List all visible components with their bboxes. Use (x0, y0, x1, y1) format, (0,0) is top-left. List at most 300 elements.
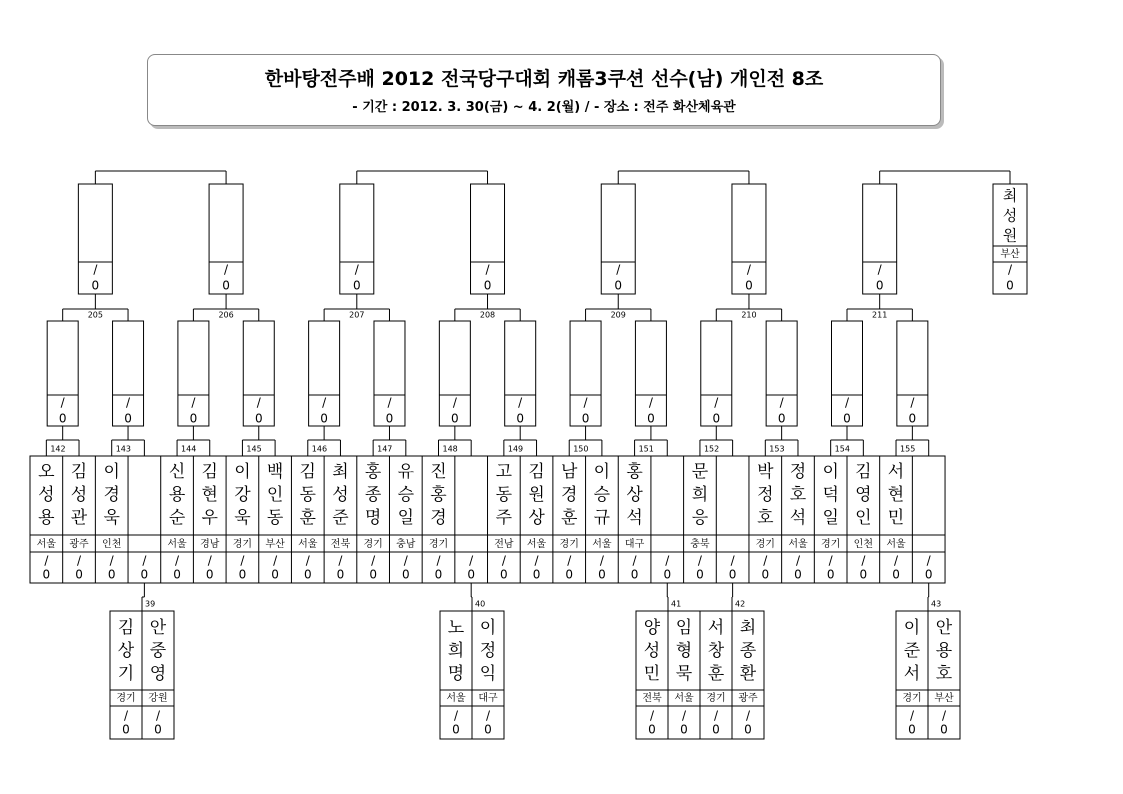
main-player-score-slash: / (795, 553, 801, 568)
match-number: 209 (610, 310, 626, 320)
match-number: 142 (50, 444, 66, 454)
main-player-region: 광주 (69, 539, 89, 550)
qualifier-player-score-slash: / (155, 708, 161, 723)
qualifier-player-region: 경기 (902, 693, 922, 704)
main-player-name-char: 욱 (234, 508, 251, 528)
main-player-score-value: 0 (238, 567, 247, 582)
match-number: 41 (671, 599, 682, 609)
main-player-score-slash: / (403, 553, 408, 568)
main-player-region: 서울 (36, 539, 57, 550)
main-player-region: 경기 (363, 539, 383, 550)
main-player-score-slash: / (599, 553, 604, 568)
qualifier-player-score-value: 0 (940, 722, 948, 737)
main-player-score-value: 0 (271, 567, 279, 582)
match-box (439, 321, 470, 426)
main-player-name-char: 성 (38, 485, 55, 505)
match-number: 154 (834, 444, 850, 454)
main-player-region: 충남 (396, 539, 416, 550)
match-box-score-value: 0 (254, 411, 263, 426)
main-player-name-char: 순 (168, 508, 186, 528)
match-box-score-value: 0 (843, 411, 851, 426)
main-player-region: 서울 (788, 539, 808, 550)
main-player-score-slash: / (142, 553, 147, 568)
main-player-name-char: 규 (593, 508, 611, 528)
match-box-score-value: 0 (777, 411, 786, 426)
match-box-score-slash: / (583, 395, 588, 410)
match-box (471, 184, 505, 294)
match-box-score-slash: / (844, 395, 850, 410)
qualifier-player-name-char: 명 (447, 664, 465, 684)
main-player-score-slash: / (175, 553, 180, 568)
match-number: 210 (741, 310, 757, 320)
match-box-score-slash: / (746, 262, 751, 277)
main-player-region: 경남 (200, 539, 220, 550)
qualifier-player-name-char: 준 (903, 641, 921, 661)
qualifier-player-score-value: 0 (744, 722, 752, 737)
main-player-name-char: 호 (757, 508, 774, 528)
match-box-score-slash: / (714, 395, 719, 410)
qualifier-player-score-value: 0 (154, 722, 162, 737)
main-player-name-char: 우 (201, 508, 218, 528)
qualifier-player-name-char: 호 (935, 664, 953, 684)
qualifier-player-name-char: 노 (447, 618, 465, 638)
match-box-score-slash: / (518, 395, 523, 410)
main-player-name-char: 이 (822, 462, 839, 482)
main-player-score-value: 0 (205, 567, 214, 582)
main-player-name-char: 동 (299, 485, 316, 505)
qualifier-player-score-slash: / (649, 708, 655, 723)
match-number: 151 (638, 444, 654, 454)
qualifier-player-name-char: 종 (739, 641, 757, 661)
qualifier-player-region: 강원 (148, 693, 168, 704)
main-player-score-value: 0 (140, 567, 149, 582)
main-player-name-char: 경 (430, 508, 447, 528)
match-box (309, 321, 340, 426)
main-player-score-value: 0 (826, 567, 835, 582)
match-box-score-value: 0 (385, 411, 394, 426)
qualifier-player-name-char: 훈 (707, 664, 725, 684)
qualifier-player-score-value: 0 (648, 722, 656, 737)
main-player-score-value: 0 (565, 567, 574, 582)
main-player-score-slash: / (305, 553, 310, 568)
main-player-score-value: 0 (75, 567, 83, 582)
main-player-score-slash: / (240, 553, 245, 568)
main-player-name-char: 준 (332, 508, 349, 528)
match-box-score-value: 0 (516, 411, 525, 426)
main-player-region: 경기 (820, 539, 841, 550)
main-player-name-char: 훈 (299, 508, 316, 528)
match-box-score-value: 0 (189, 411, 198, 426)
main-player-score-value: 0 (924, 567, 933, 582)
main-player-name-char: 오 (38, 462, 55, 482)
main-player-name-char: 김 (855, 462, 872, 482)
main-player-score-value: 0 (859, 567, 868, 582)
main-player-name-char: 김 (528, 462, 545, 482)
qualifier-player-region: 대구 (478, 693, 498, 704)
match-box-score-value: 0 (647, 411, 655, 426)
main-player-score-value: 0 (532, 567, 541, 582)
main-player-score-value: 0 (794, 567, 802, 582)
bye-player-name-char: 원 (1002, 226, 1018, 245)
qualifier-player-score-slash: / (941, 708, 947, 723)
main-player-region: 인천 (853, 539, 874, 550)
main-player-name-char: 현 (887, 485, 905, 505)
main-player-name-char: 용 (38, 508, 55, 528)
main-player-name-char: 최 (332, 462, 349, 482)
match-box-score-slash: / (256, 395, 261, 410)
main-player-score-value: 0 (434, 567, 443, 582)
qualifier-player-name-char: 정 (479, 641, 497, 661)
main-player-name-char: 문 (691, 462, 709, 482)
match-box-score-value: 0 (614, 278, 623, 293)
main-player-score-slash: / (76, 553, 82, 568)
match-number: 150 (573, 444, 589, 454)
main-player-score-slash: / (44, 553, 49, 568)
main-player-name-char: 김 (70, 462, 88, 482)
main-player-name-char: 석 (626, 508, 643, 528)
match-box-score-slash: / (779, 395, 784, 410)
qualifier-player-region: 광주 (738, 693, 758, 704)
main-player-region: 전남 (494, 539, 514, 550)
main-player-name-char: 일 (397, 508, 415, 528)
qualifier-player-score-slash: / (453, 708, 459, 723)
main-player-score-slash: / (567, 553, 572, 568)
bye-player-region: 부산 (1000, 249, 1020, 260)
qualifier-player-score-value: 0 (680, 722, 688, 737)
main-player-name-char: 민 (887, 508, 905, 528)
main-player-name-char: 석 (789, 508, 807, 528)
match-box-score-value: 0 (745, 278, 753, 293)
main-player-name-char: 서 (887, 462, 905, 482)
match-box (209, 184, 243, 294)
main-player-score-value: 0 (696, 567, 704, 582)
main-player-name-char: 원 (528, 485, 545, 505)
main-player-score-value: 0 (173, 567, 181, 582)
match-number: 206 (218, 310, 234, 320)
main-player-name-char: 홍 (364, 462, 382, 482)
page-title: 한바탕전주배 2012 전국당구대회 캐롬3쿠션 선수(남) 개인전 8조 (264, 68, 824, 90)
main-player-score-slash: / (697, 553, 702, 568)
qualifier-player-region: 경기 (706, 693, 726, 704)
qualifier-player-name-char: 기 (117, 664, 135, 684)
qualifier-player-name-char: 양 (643, 618, 661, 638)
main-player-name-char: 명 (364, 508, 382, 528)
main-player-name-char: 경 (103, 485, 120, 505)
qualifier-player-name-char: 안 (149, 618, 167, 638)
qualifier-player-name-char: 임 (675, 618, 693, 638)
match-box (897, 321, 928, 426)
match-number: 152 (703, 444, 720, 454)
match-box (47, 321, 78, 426)
main-player-score-slash: / (501, 553, 506, 568)
match-number: 43 (931, 599, 942, 609)
main-player-region: 경기 (232, 539, 253, 550)
main-player-score-value: 0 (892, 567, 900, 582)
match-number: 155 (900, 444, 916, 454)
main-player-score-slash: / (207, 553, 212, 568)
main-player-name-char: 응 (691, 508, 709, 528)
match-number: 148 (442, 444, 458, 454)
match-box-score-slash: / (322, 395, 327, 410)
main-player-region: 서울 (298, 539, 318, 550)
match-box-score-slash: / (910, 395, 915, 410)
bye-player-score-value: 0 (1006, 278, 1014, 293)
main-player-score-slash: / (926, 553, 931, 568)
match-number: 42 (735, 599, 746, 609)
main-player-region: 충북 (690, 539, 710, 550)
main-player-score-slash: / (828, 553, 833, 568)
match-number: 211 (872, 310, 888, 320)
main-player-score-slash: / (763, 553, 768, 568)
main-player-name-char: 영 (855, 485, 872, 505)
match-box-score-slash: / (354, 262, 359, 277)
main-player-score-slash: / (665, 553, 670, 568)
qualifier-player-name-char: 성 (643, 641, 661, 661)
main-player-score-value: 0 (467, 567, 476, 582)
main-player-region: 전북 (330, 539, 351, 550)
match-number: 205 (87, 310, 104, 320)
main-player-score-slash: / (534, 553, 539, 568)
main-player-name-char: 김 (201, 462, 218, 482)
main-player-region: 대구 (624, 539, 645, 550)
main-player-name-char: 고 (495, 462, 513, 482)
main-player-score-slash: / (109, 553, 114, 568)
main-player-score-slash: / (632, 553, 637, 568)
main-player-region: 인천 (102, 539, 122, 550)
main-player-name-char: 백 (266, 462, 284, 482)
main-player-name-char: 동 (495, 485, 513, 505)
main-player-score-value: 0 (42, 567, 51, 582)
match-box-score-slash: / (485, 262, 490, 277)
main-player-score-value: 0 (336, 567, 345, 582)
qualifier-player-region: 전북 (642, 693, 662, 704)
match-number: 207 (349, 310, 365, 320)
qualifier-player-name-char: 용 (935, 641, 953, 661)
main-player-score-slash: / (861, 553, 866, 568)
main-player-name-char: 진 (430, 462, 447, 482)
qualifier-player-name-char: 이 (903, 618, 921, 638)
qualifier-player-region: 부산 (934, 693, 954, 704)
match-box (732, 184, 766, 294)
qualifier-player-name-char: 이 (479, 618, 497, 638)
qualifier-player-name-char: 익 (479, 664, 497, 684)
match-box-score-slash: / (93, 262, 98, 277)
qualifier-player-score-slash: / (909, 708, 915, 723)
main-player-score-value: 0 (401, 567, 410, 582)
main-player-name-char: 홍 (626, 462, 643, 482)
main-player-score-slash: / (730, 553, 735, 568)
main-player-name-char: 현 (201, 485, 218, 505)
main-player-name-char: 일 (822, 508, 839, 528)
match-box-score-value: 0 (875, 278, 884, 293)
qualifier-player-name-char: 민 (643, 664, 661, 684)
main-player-name-char: 인 (855, 508, 872, 528)
main-player-score-value: 0 (369, 567, 377, 582)
match-number: 153 (769, 444, 785, 454)
match-box-score-value: 0 (91, 278, 100, 293)
main-player-name-char: 훈 (561, 508, 578, 528)
main-player-name-char: 종 (364, 485, 382, 505)
qualifier-player-score-value: 0 (122, 722, 130, 737)
match-box-score-value: 0 (581, 411, 590, 426)
match-number: 143 (115, 444, 131, 454)
main-player-name-char: 정 (789, 462, 807, 482)
main-player-name-char: 이 (234, 462, 251, 482)
match-box-score-value: 0 (58, 411, 67, 426)
main-player-name-char: 희 (691, 485, 709, 505)
main-player-name-char: 남 (561, 462, 578, 482)
main-player-name-char: 강 (234, 485, 251, 505)
main-player-score-value: 0 (107, 567, 116, 582)
qualifier-player-score-slash: / (681, 708, 687, 723)
main-player-region: 서울 (167, 539, 187, 550)
main-player-score-value: 0 (761, 567, 770, 582)
match-number: 144 (181, 444, 197, 454)
match-number: 40 (475, 599, 486, 609)
match-box-score-slash: / (126, 395, 131, 410)
main-player-region: 경기 (755, 539, 775, 550)
main-player-name-char: 인 (266, 485, 284, 505)
main-player-region: 서울 (592, 539, 612, 550)
main-player-name-char: 상 (528, 508, 545, 528)
match-box-score-slash: / (60, 395, 65, 410)
main-player-name-char: 상 (626, 485, 643, 505)
match-box-score-value: 0 (222, 278, 230, 293)
bye-player-name-char: 최 (1002, 186, 1018, 205)
match-box-score-value: 0 (712, 411, 721, 426)
main-player-name-char: 덕 (822, 485, 839, 505)
qualifier-player-name-char: 서 (707, 618, 725, 638)
qualifier-player-score-slash: / (713, 708, 719, 723)
match-box (701, 321, 732, 426)
match-box-score-value: 0 (483, 278, 492, 293)
main-player-name-char: 승 (397, 485, 415, 505)
match-box-score-slash: / (191, 395, 196, 410)
main-player-name-char: 홍 (430, 485, 447, 505)
main-player-name-char: 정 (757, 485, 774, 505)
main-player-score-value: 0 (303, 567, 312, 582)
qualifier-player-name-char: 김 (117, 618, 135, 638)
match-box-score-value: 0 (352, 278, 361, 293)
match-box-score-slash: / (616, 262, 621, 277)
bye-player-name-char: 성 (1002, 206, 1018, 225)
match-box-score-value: 0 (124, 411, 132, 426)
qualifier-player-score-value: 0 (452, 722, 460, 737)
main-player-name-char: 성 (70, 485, 88, 505)
main-player-name-char: 이 (103, 462, 120, 482)
match-number: 146 (311, 444, 328, 454)
match-box-score-slash: / (877, 262, 882, 277)
main-player-name-char: 호 (789, 485, 807, 505)
match-box (505, 321, 536, 426)
qualifier-player-score-slash: / (745, 708, 751, 723)
qualifier-player-score-slash: / (485, 708, 491, 723)
main-player-name-char: 주 (495, 508, 513, 528)
main-player-score-slash: / (338, 553, 343, 568)
main-player-region: 부산 (265, 539, 285, 550)
bye-player-score-slash: / (1007, 262, 1013, 277)
main-player-name-char: 동 (266, 508, 284, 528)
main-player-region: 서울 (886, 539, 906, 550)
match-box (178, 321, 209, 426)
main-player-region: 경기 (559, 539, 579, 550)
qualifier-player-name-char: 최 (739, 618, 757, 638)
qualifier-player-name-char: 서 (903, 664, 921, 684)
qualifier-player-name-char: 희 (447, 641, 465, 661)
qualifier-player-score-slash: / (123, 708, 129, 723)
main-player-score-value: 0 (598, 567, 606, 582)
match-number: 39 (145, 599, 156, 609)
qualifier-player-score-value: 0 (908, 722, 916, 737)
main-player-score-value: 0 (630, 567, 639, 582)
qualifier-player-name-char: 영 (149, 664, 167, 684)
match-box-score-slash: / (224, 262, 229, 277)
match-box-score-slash: / (452, 395, 457, 410)
main-player-region: 서울 (526, 539, 547, 550)
main-player-name-char: 이 (593, 462, 611, 482)
main-player-name-char: 김 (299, 462, 316, 482)
main-player-name-char: 용 (168, 485, 186, 505)
match-box (374, 321, 405, 426)
qualifier-player-name-char: 안 (935, 618, 953, 638)
main-player-score-slash: / (371, 553, 376, 568)
main-player-score-value: 0 (728, 567, 737, 582)
match-box (570, 321, 601, 426)
page-subtitle: - 기간 : 2012. 3. 30(금) ~ 4. 2(월) / - 장소 : 전주 화산체육관 (352, 100, 736, 115)
match-box-score-value: 0 (908, 411, 917, 426)
match-number: 208 (479, 310, 496, 320)
main-player-name-char: 욱 (103, 508, 120, 528)
match-box-score-value: 0 (320, 411, 328, 426)
main-player-score-value: 0 (663, 567, 672, 582)
main-player-region: 경기 (428, 539, 449, 550)
main-player-score-slash: / (469, 553, 474, 568)
match-box (635, 321, 666, 426)
main-player-name-char: 유 (397, 462, 415, 482)
match-box (243, 321, 274, 426)
match-box (113, 321, 144, 426)
main-player-score-slash: / (273, 553, 278, 568)
main-player-name-char: 관 (70, 508, 88, 528)
match-box (78, 184, 112, 294)
match-box (766, 321, 797, 426)
main-player-score-slash: / (436, 553, 441, 568)
qualifier-player-name-char: 환 (739, 664, 757, 684)
match-box-score-slash: / (648, 395, 653, 410)
qualifier-player-name-char: 중 (149, 641, 167, 661)
qualifier-player-name-char: 형 (675, 641, 693, 661)
match-number: 147 (377, 444, 393, 454)
match-box (863, 184, 897, 294)
match-number: 149 (507, 444, 524, 454)
qualifier-player-region: 경기 (116, 693, 136, 704)
main-player-name-char: 승 (593, 485, 611, 505)
match-box-score-slash: / (387, 395, 392, 410)
main-player-name-char: 경 (561, 485, 578, 505)
qualifier-player-score-value: 0 (712, 722, 720, 737)
qualifier-player-region: 서울 (674, 693, 694, 704)
qualifier-player-name-char: 창 (707, 641, 725, 661)
main-player-name-char: 신 (168, 462, 186, 482)
qualifier-player-score-value: 0 (484, 722, 492, 737)
match-box (340, 184, 374, 294)
main-player-score-slash: / (893, 553, 899, 568)
match-box (601, 184, 635, 294)
qualifier-player-region: 서울 (446, 693, 466, 704)
match-number: 145 (246, 444, 262, 454)
match-box-score-value: 0 (451, 411, 459, 426)
main-player-name-char: 성 (332, 485, 349, 505)
